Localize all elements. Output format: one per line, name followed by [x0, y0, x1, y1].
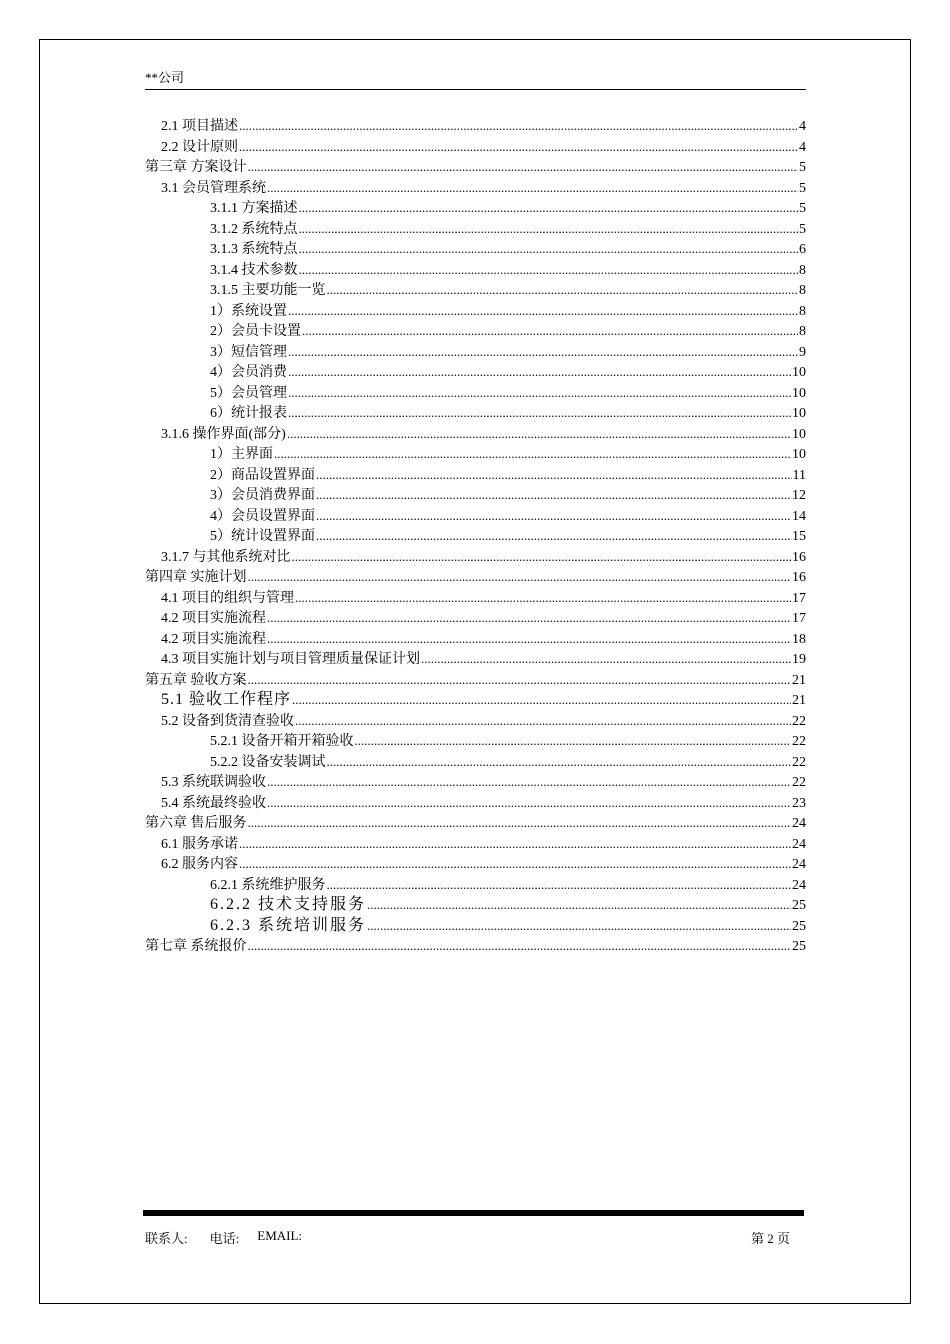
toc-leader-dots	[287, 424, 791, 445]
toc-entry-page: 10	[792, 385, 806, 401]
toc-entry-title: 6.2.1 系统维护服务	[210, 877, 326, 893]
toc-entry-page: 24	[792, 836, 806, 852]
toc-entry-title: 3.1.5 主要功能一览	[210, 283, 326, 298]
toc-entry[interactable]	[145, 526, 806, 547]
toc-entry[interactable]	[145, 608, 806, 629]
toc-entry-page: 25	[792, 898, 806, 913]
toc-entry-title: 5.2.1 设备开箱开箱验收	[210, 734, 354, 749]
toc-entry-title: 3.1.7 与其他系统对比	[161, 549, 291, 565]
toc-entry-page: 10	[792, 447, 806, 462]
toc-entry[interactable]	[145, 219, 806, 240]
toc-entry-page: 11	[792, 467, 806, 483]
toc-entry-title: 6.1 服务承诺	[161, 836, 238, 852]
toc-entry-title: 1）系统设置	[210, 303, 287, 319]
toc-entry-page: 5	[799, 221, 806, 237]
toc-entry-title: 4.3 项目实施计划与项目管理质量保证计划	[161, 652, 420, 667]
toc-entry-page: 10	[792, 406, 806, 421]
toc-entry[interactable]	[145, 936, 806, 957]
toc-entry-page: 22	[792, 734, 806, 749]
toc-entry-title: 第五章 验收方案	[145, 672, 247, 688]
toc-entry[interactable]	[145, 280, 806, 301]
toc-leader-dots	[367, 916, 791, 937]
toc-entry-page: 16	[792, 570, 806, 585]
toc-entry[interactable]	[145, 916, 806, 937]
toc-entry[interactable]	[145, 567, 806, 588]
toc-entry-title: 6）统计报表	[210, 406, 287, 421]
toc-leader-dots	[239, 834, 791, 855]
toc-entry-title: 3.1.4 技术参数	[210, 262, 298, 278]
toc-entry-title: 5.3 系统联调验收	[161, 775, 266, 790]
toc-entry[interactable]	[145, 465, 806, 486]
toc-entry-title: 1）主界面	[210, 447, 273, 462]
toc-leader-dots	[288, 403, 791, 424]
toc-leader-dots	[288, 383, 791, 404]
toc-entry-page: 22	[792, 775, 806, 790]
toc-entry[interactable]	[145, 116, 806, 137]
toc-entry[interactable]	[145, 444, 806, 465]
toc-entry[interactable]	[145, 383, 806, 404]
toc-leader-dots	[267, 629, 791, 650]
toc-leader-dots	[288, 301, 798, 322]
toc-entry[interactable]	[145, 690, 806, 711]
toc-entry[interactable]	[145, 649, 806, 670]
toc-entry-page: 25	[792, 918, 806, 934]
toc-entry-page: 22	[792, 713, 806, 729]
toc-entry-page: 15	[792, 529, 806, 544]
toc-leader-dots	[274, 444, 791, 465]
toc-entry-page: 5	[799, 201, 806, 216]
toc-leader-dots	[316, 526, 791, 547]
toc-entry-page: 5	[799, 180, 806, 196]
footer-email-label: EMAIL:	[257, 1228, 303, 1243]
toc-leader-dots	[267, 608, 791, 629]
toc-leader-dots	[316, 465, 792, 486]
toc-leader-dots	[327, 875, 792, 896]
toc-entry-page: 8	[799, 283, 806, 298]
toc-entry[interactable]	[145, 485, 806, 506]
footer-contact-label: 联系人:	[145, 1231, 188, 1246]
toc-leader-dots	[421, 649, 791, 670]
toc-entry[interactable]	[145, 752, 806, 773]
toc-entry-page: 21	[792, 672, 806, 688]
toc-entry-title: 4）会员消费	[210, 365, 287, 380]
toc-entry[interactable]	[145, 547, 806, 568]
toc-entry[interactable]	[145, 813, 806, 834]
toc-entry[interactable]	[145, 875, 806, 896]
toc-entry-title: 6.2.2 技术支持服务	[210, 896, 367, 913]
toc-entry[interactable]	[145, 342, 806, 363]
toc-leader-dots	[299, 198, 799, 219]
toc-entry-page: 17	[792, 611, 806, 626]
footer-page-number: 第 2 页	[750, 1231, 790, 1246]
toc-entry[interactable]	[145, 137, 806, 158]
toc-entry-title: 第四章 实施计划	[145, 570, 247, 585]
footer-divider	[143, 1210, 804, 1216]
toc-entry-title: 5）会员管理	[210, 385, 287, 401]
toc-entry-page: 12	[792, 488, 806, 503]
toc-entry[interactable]	[145, 260, 806, 281]
toc-entry-title: 4.1 项目的组织与管理	[161, 590, 294, 606]
toc-entry-page: 9	[799, 344, 806, 360]
toc-entry-title: 5.2 设备到货清查验收	[161, 713, 294, 729]
toc-leader-dots	[288, 342, 798, 363]
toc-entry-title: 2）商品设置界面	[210, 467, 315, 483]
toc-entry-page: 6	[799, 242, 806, 257]
toc-entry-title: 5）统计设置界面	[210, 529, 315, 544]
toc-leader-dots	[248, 936, 792, 957]
toc-entry-page: 24	[792, 816, 806, 831]
toc-leader-dots	[239, 116, 798, 137]
toc-entry-page: 21	[792, 693, 806, 708]
toc-leader-dots	[295, 711, 791, 732]
toc-entry-title: 4.2 项目实施流程	[161, 631, 266, 647]
toc-entry-title: 2）会员卡设置	[210, 324, 301, 339]
toc-leader-dots	[299, 239, 799, 260]
toc-entry[interactable]	[145, 731, 806, 752]
toc-entry-page: 10	[792, 365, 806, 380]
toc-entry[interactable]	[145, 403, 806, 424]
toc-entry-title: 5.2.2 设备安装调试	[210, 754, 326, 770]
toc-leader-dots	[327, 280, 799, 301]
toc-entry-page: 24	[792, 857, 806, 872]
toc-entry-title: 3.1.1 方案描述	[210, 201, 298, 216]
toc-entry[interactable]	[145, 198, 806, 219]
toc-entry-page: 16	[792, 549, 806, 565]
page-footer	[145, 1228, 790, 1247]
toc-leader-dots	[367, 895, 791, 916]
toc-entry[interactable]	[145, 178, 806, 199]
company-name: **公司	[145, 70, 185, 85]
toc-entry[interactable]	[145, 362, 806, 383]
toc-entry-page: 10	[792, 426, 806, 442]
toc-entry-page: 18	[792, 631, 806, 647]
toc-leader-dots	[302, 321, 798, 342]
toc-entry[interactable]	[145, 772, 806, 793]
toc-entry-page: 24	[792, 877, 806, 893]
page-header	[145, 69, 806, 90]
toc-leader-dots	[267, 178, 798, 199]
toc-entry-page: 17	[792, 590, 806, 606]
toc-leader-dots	[267, 772, 791, 793]
toc-entry-title: 3.1.2 系统特点	[210, 221, 298, 237]
toc-entry-page: 23	[792, 795, 806, 811]
toc-entry-title: 第七章 系统报价	[145, 939, 247, 954]
toc-entry-title: 第三章 方案设计	[145, 160, 247, 175]
toc-entry-page: 4	[799, 119, 806, 134]
toc-entry-title: 5.1 验收工作程序	[161, 691, 292, 708]
toc-entry-title: 3）会员消费界面	[210, 488, 315, 503]
toc-entry-page: 5	[799, 160, 806, 175]
toc-leader-dots	[327, 752, 792, 773]
toc-entry[interactable]	[145, 854, 806, 875]
toc-entry-title: 3.1.6 操作界面(部分)	[161, 426, 286, 442]
toc-entry-page: 4	[799, 139, 806, 155]
toc-leader-dots	[316, 506, 791, 527]
toc-leader-dots	[295, 588, 791, 609]
toc-entry-page: 19	[792, 652, 806, 667]
toc-entry-page: 25	[792, 939, 806, 954]
toc-entry[interactable]	[145, 321, 806, 342]
toc-entry[interactable]	[145, 424, 806, 445]
toc-entry-title: 第六章 售后服务	[145, 816, 247, 831]
toc-entry-title: 6.2.3 系统培训服务	[210, 916, 367, 934]
toc-entry-page: 14	[792, 508, 806, 524]
toc-leader-dots	[267, 793, 791, 814]
toc-leader-dots	[248, 670, 792, 691]
toc-leader-dots	[299, 219, 799, 240]
toc-leader-dots	[239, 854, 791, 875]
toc-entry-title: 5.4 系统最终验收	[161, 795, 266, 811]
footer-phone-label: 电话:	[209, 1231, 240, 1246]
toc-entry-title: 3）短信管理	[210, 344, 287, 360]
toc-entry-title: 6.2 服务内容	[161, 857, 238, 872]
toc-entry[interactable]	[145, 711, 806, 732]
table-of-contents	[145, 116, 806, 957]
toc-entry-title: 3.1 会员管理系统	[161, 180, 266, 196]
toc-leader-dots	[355, 731, 792, 752]
toc-entry-title: 4.2 项目实施流程	[161, 611, 266, 626]
toc-entry[interactable]	[145, 670, 806, 691]
toc-entry-title: 4）会员设置界面	[210, 508, 315, 524]
toc-leader-dots	[248, 157, 799, 178]
toc-entry[interactable]	[145, 506, 806, 527]
toc-leader-dots	[292, 547, 792, 568]
toc-entry[interactable]	[145, 239, 806, 260]
toc-entry[interactable]	[145, 834, 806, 855]
toc-leader-dots	[248, 567, 792, 588]
toc-leader-dots	[248, 813, 792, 834]
toc-entry-title: 2.2 设计原则	[161, 139, 238, 155]
toc-entry-title: 3.1.3 系统特点	[210, 242, 298, 257]
toc-entry[interactable]	[145, 301, 806, 322]
toc-entry[interactable]	[145, 895, 806, 916]
toc-leader-dots	[292, 690, 791, 711]
toc-leader-dots	[316, 485, 791, 506]
toc-entry[interactable]	[145, 157, 806, 178]
toc-entry-page: 8	[799, 324, 806, 339]
toc-entry-page: 8	[799, 303, 806, 319]
toc-leader-dots	[239, 137, 798, 158]
toc-entry-page: 22	[792, 754, 806, 770]
toc-entry-title: 2.1 项目描述	[161, 119, 238, 134]
toc-entry[interactable]	[145, 629, 806, 650]
toc-entry-page: 8	[799, 262, 806, 278]
toc-leader-dots	[299, 260, 799, 281]
toc-leader-dots	[288, 362, 791, 383]
toc-entry[interactable]	[145, 588, 806, 609]
toc-entry[interactable]	[145, 793, 806, 814]
